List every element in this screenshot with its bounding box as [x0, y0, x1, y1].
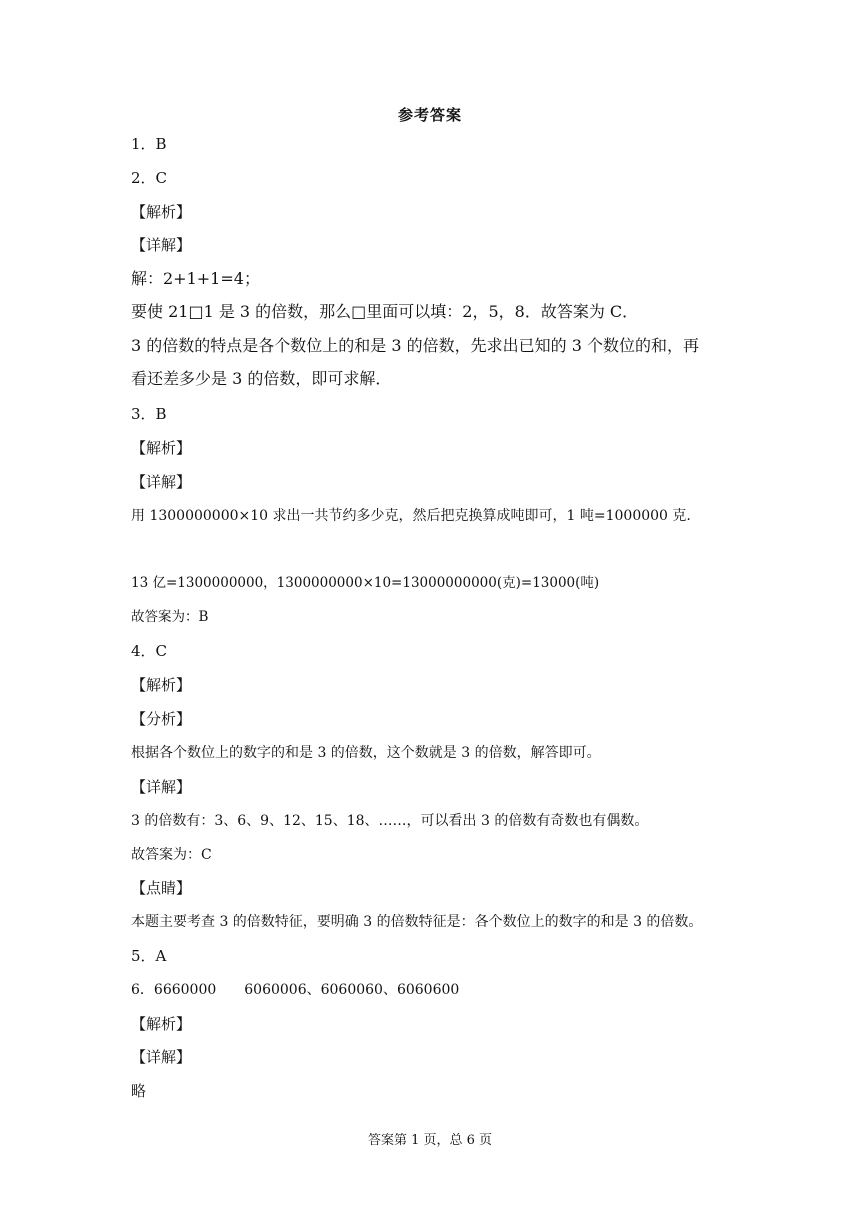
solution-line: 根据各个数位上的数字的和是 3 的倍数，这个数就是 3 的倍数，解答即可。	[131, 745, 601, 761]
comment-heading: 【点睛】	[131, 879, 192, 897]
solution-line: 故答案为：B	[131, 609, 209, 625]
detail-heading: 【详解】	[131, 236, 192, 254]
analysis-heading: 【解析】	[131, 203, 192, 221]
solution-line: 3 的倍数有：3、6、9、12、15、18、……，可以看出 3 的倍数有奇数也有偶数。	[131, 813, 649, 829]
answer-4: 4．C	[131, 642, 168, 660]
analysis-heading: 【解析】	[131, 439, 192, 457]
solution-line: 13 亿=1300000000，1300000000×10=13000000000(克)=13000(吨)	[131, 575, 600, 591]
solution-line: 略	[131, 1082, 147, 1100]
detail-heading: 【详解】	[131, 473, 192, 491]
answer-3: 3．B	[131, 405, 167, 423]
page-footer: 答案第 1 页，总 6 页	[367, 1133, 493, 1148]
solution-line: 看还差多少是 3 的倍数，即可求解．	[131, 369, 392, 388]
answer-5: 5．A	[131, 947, 167, 965]
breakdown-heading: 【分析】	[131, 710, 192, 728]
solution-line: 本题主要考查 3 的倍数特征，要明确 3 的倍数特征是：各个数位上的数字的和是 3 的倍数。	[131, 914, 703, 930]
answer-1: 1．B	[131, 135, 167, 153]
answer-2: 2．C	[131, 169, 168, 187]
solution-line: 解：2+1+1=4；	[131, 269, 260, 288]
page-title: 参考答案	[397, 106, 462, 124]
answer-6: 6．6660000 6060006、6060060、6060600	[131, 982, 460, 998]
analysis-heading: 【解析】	[131, 1015, 192, 1033]
solution-line: 故答案为：C	[131, 847, 212, 863]
detail-heading: 【详解】	[131, 778, 192, 796]
detail-heading: 【详解】	[131, 1048, 192, 1066]
analysis-heading: 【解析】	[131, 676, 192, 694]
solution-line: 用 1300000000×10 求出一共节约多少克，然后把克换算成吨即可，1 吨=1000000 克.	[131, 508, 691, 524]
solution-line: 要使 21□1 是 3 的倍数，那么□里面可以填：2，5，8．故答案为 C．	[131, 302, 639, 321]
solution-line: 3 的倍数的特点是各个数位上的和是 3 的倍数，先求出已知的 3 个数位的和，再	[131, 336, 699, 355]
